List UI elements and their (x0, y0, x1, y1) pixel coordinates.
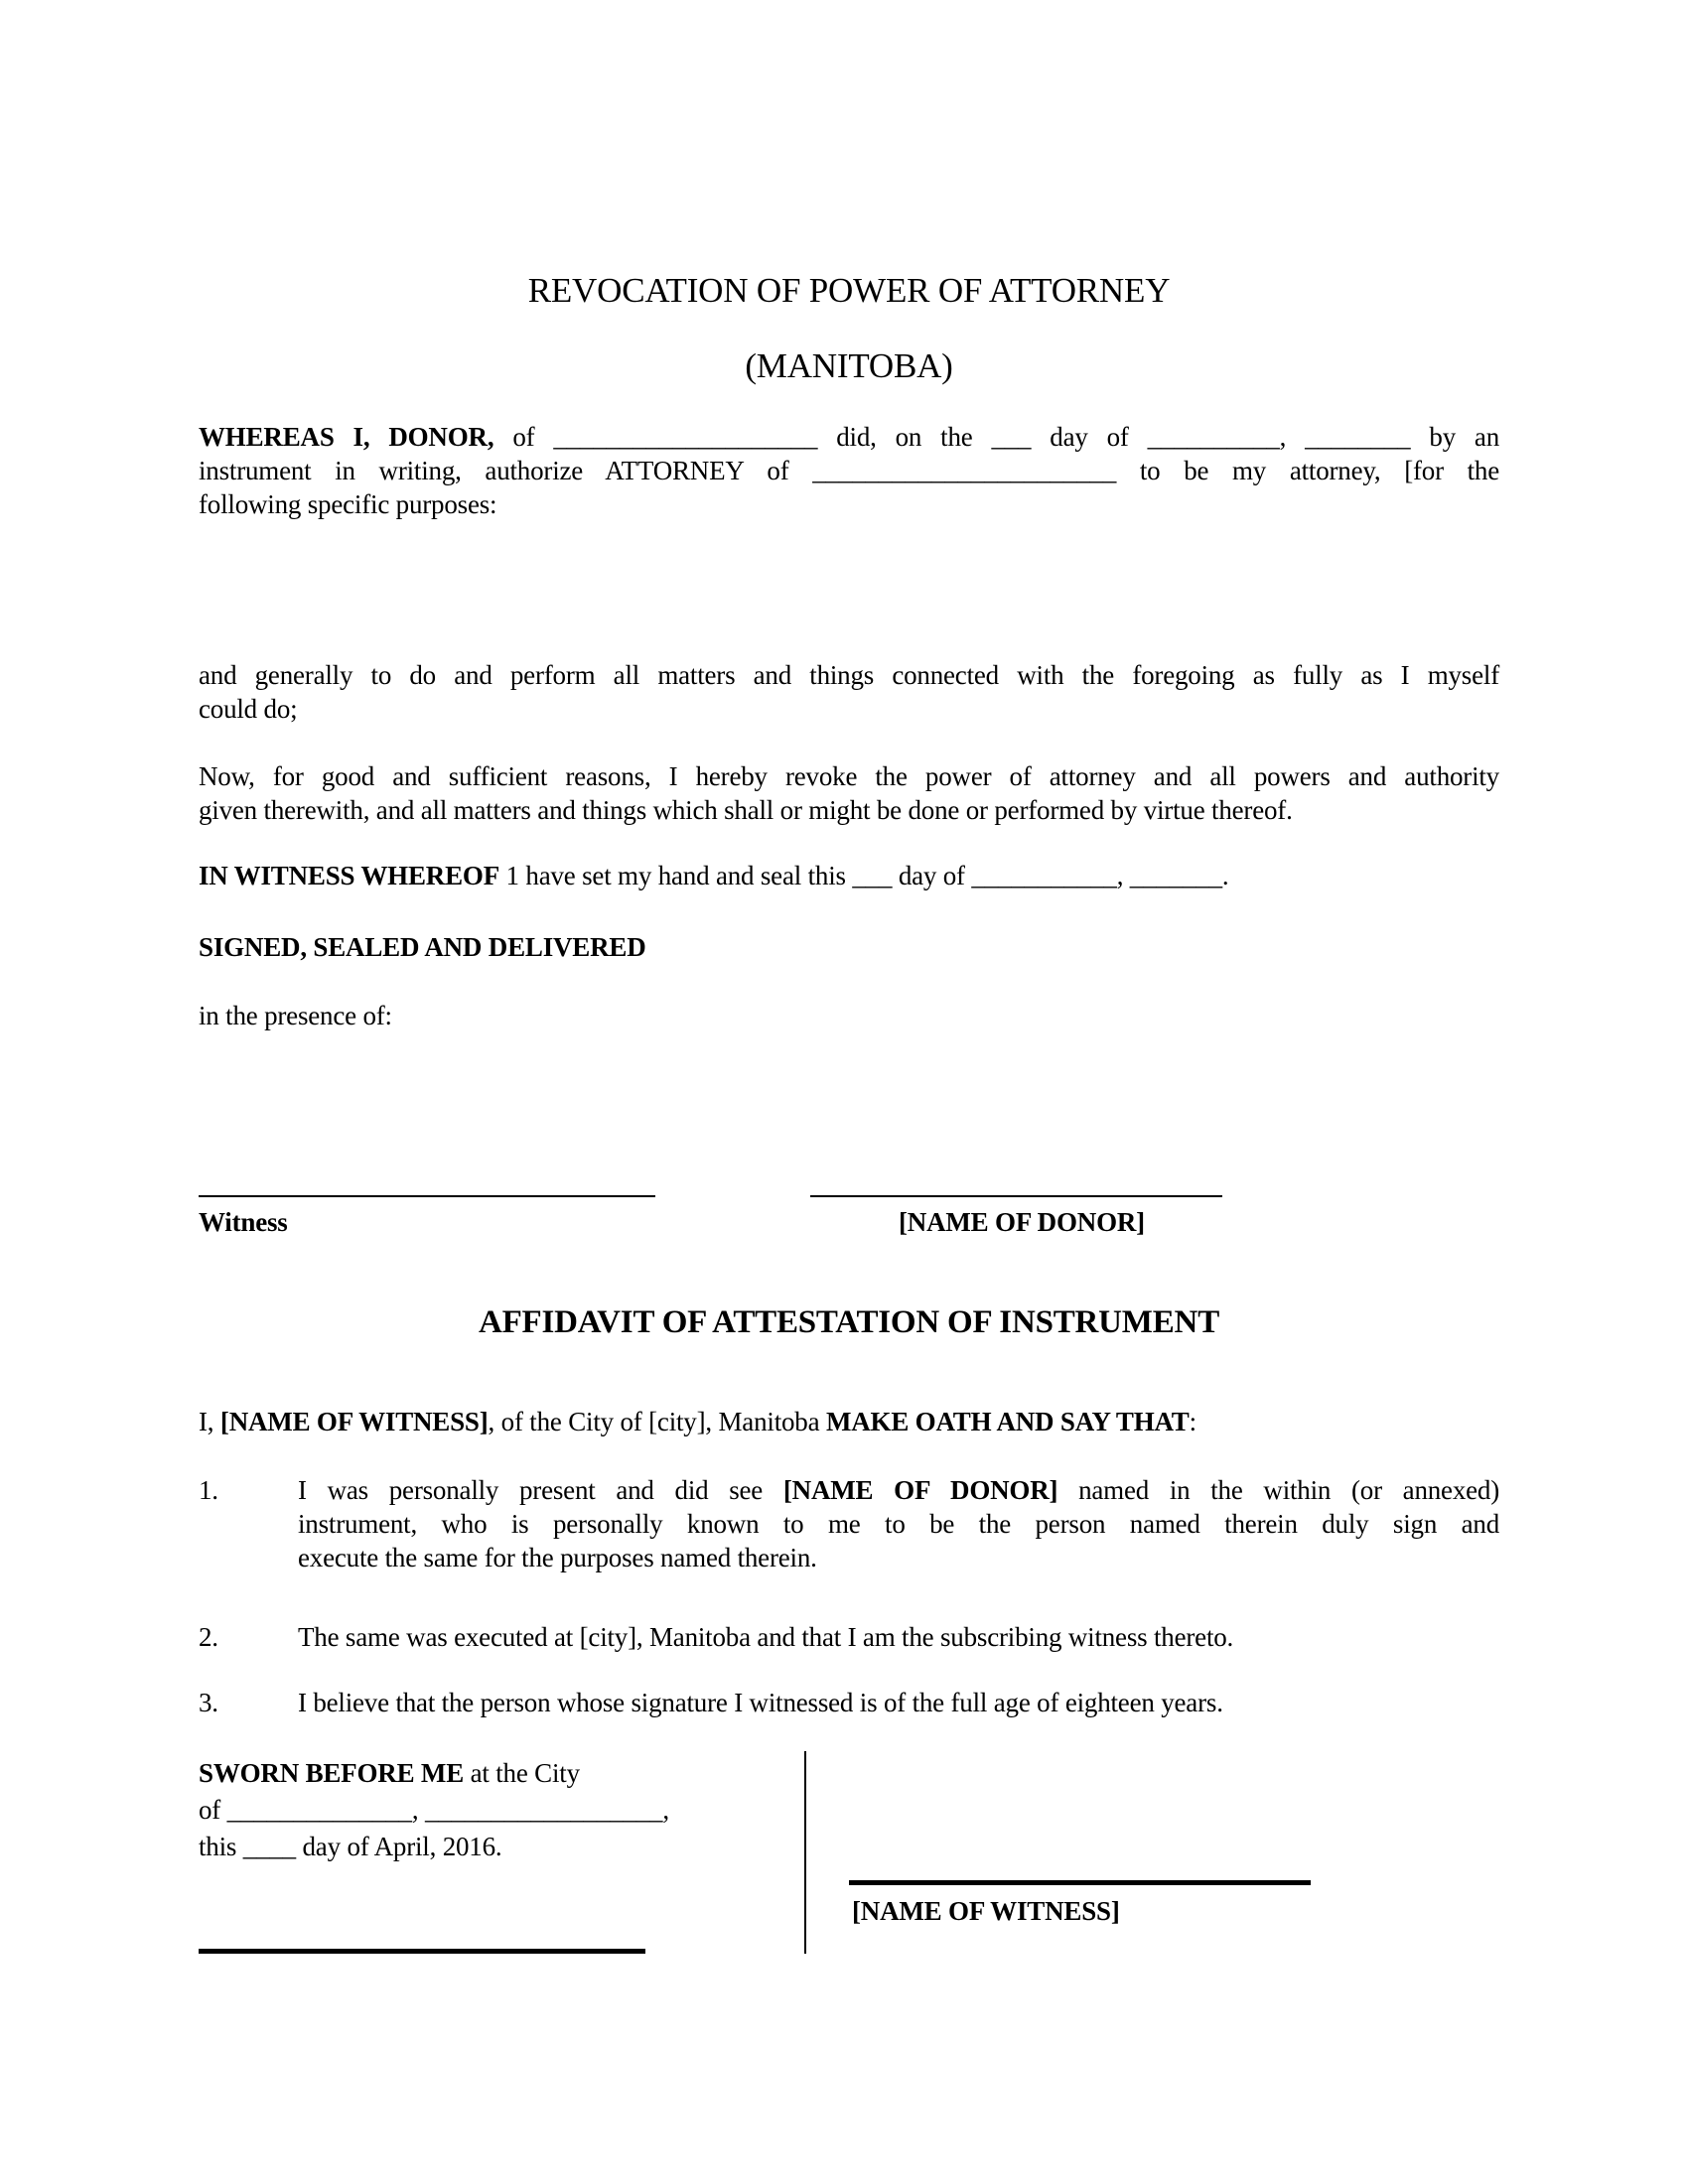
text-line: Now, for good and sufficient reasons, I hereby revoke the power of attorney and all powers and authority (199, 761, 1499, 791)
paragraph-in-witness-whereof (199, 859, 1499, 892)
list-item-text (298, 1620, 1499, 1654)
witness-name-signature-line (849, 1880, 1311, 1885)
text-line: WHEREAS I, DONOR, of ____________________ did, on the ___ day of __________, ________ by an (199, 422, 1500, 452)
paragraph-oath (199, 1405, 1499, 1438)
text-line: SWORN BEFORE ME at the City (199, 1758, 580, 1788)
paragraph-in-presence-of (199, 999, 1499, 1032)
sworn-before-me-block (199, 1755, 774, 1865)
text-line: of ______________, __________________, (199, 1795, 669, 1825)
donor-signature-line (810, 1195, 1222, 1197)
affidavit-item-1 (199, 1473, 1499, 1574)
paragraph-whereas (199, 420, 1499, 521)
commissioner-signature-line (199, 1949, 645, 1954)
witness-name-label: [NAME OF WITNESS] (852, 1896, 1120, 1926)
text-line: The same was executed at [city], Manitoba and that I am the subscribing witness thereto. (298, 1622, 1234, 1652)
text-line: I believe that the person whose signature I witnessed is of the full age of eighteen years. (298, 1688, 1223, 1717)
donor-name-label: [NAME OF DONOR] (899, 1207, 1145, 1237)
witness-signature-line (199, 1195, 655, 1197)
text-line: following specific purposes: (199, 489, 497, 519)
list-item-number: 2. (199, 1622, 218, 1652)
witness-label: Witness (199, 1207, 288, 1237)
text-line: this ____ day of April, 2016. (199, 1832, 502, 1861)
paragraph-generally (199, 658, 1499, 726)
text-line: in the presence of: (199, 1001, 392, 1030)
text-line: instrument, who is personally known to me to be the person named therein duly sign and (298, 1509, 1499, 1539)
document-title: REVOCATION OF POWER OF ATTORNEY (527, 271, 1171, 310)
text-line: IN WITNESS WHEREOF 1 have set my hand and seal this ___ day of ___________, _______. (199, 861, 1229, 890)
list-item-text (298, 1686, 1499, 1719)
list-item-number: 1. (199, 1475, 218, 1505)
list-item-text (298, 1473, 1499, 1574)
paragraph-signed-sealed-delivered (199, 930, 1499, 964)
affidavit-item-2 (199, 1620, 1499, 1654)
text-line: I was personally present and did see [NAME OF DONOR] named in the within (or annexed) (298, 1475, 1499, 1505)
text-line: could do; (199, 694, 298, 724)
text-line: instrument in writing, authorize ATTORNEY of _______________________ to be my attorney, [for the (199, 456, 1499, 485)
text-line: given therewith, and all matters and things which shall or might be done or performed by virtue thereof. (199, 795, 1293, 825)
paragraph-revocation (199, 759, 1499, 827)
affidavit-item-3 (199, 1686, 1499, 1719)
list-item-number: 3. (199, 1688, 218, 1717)
text-line: I, [NAME OF WITNESS], of the City of [city], Manitoba MAKE OATH AND SAY THAT: (199, 1407, 1196, 1436)
vertical-divider-line (804, 1751, 806, 1954)
text-line: and generally to do and perform all matters and things connected with the foregoing as fully as I myself (199, 660, 1499, 690)
text-line: execute the same for the purposes named therein. (298, 1543, 817, 1572)
affidavit-title: AFFIDAVIT OF ATTESTATION OF INSTRUMENT (478, 1304, 1220, 1340)
text-line: SIGNED, SEALED AND DELIVERED (199, 932, 646, 962)
document-subtitle: (MANITOBA) (745, 346, 953, 385)
